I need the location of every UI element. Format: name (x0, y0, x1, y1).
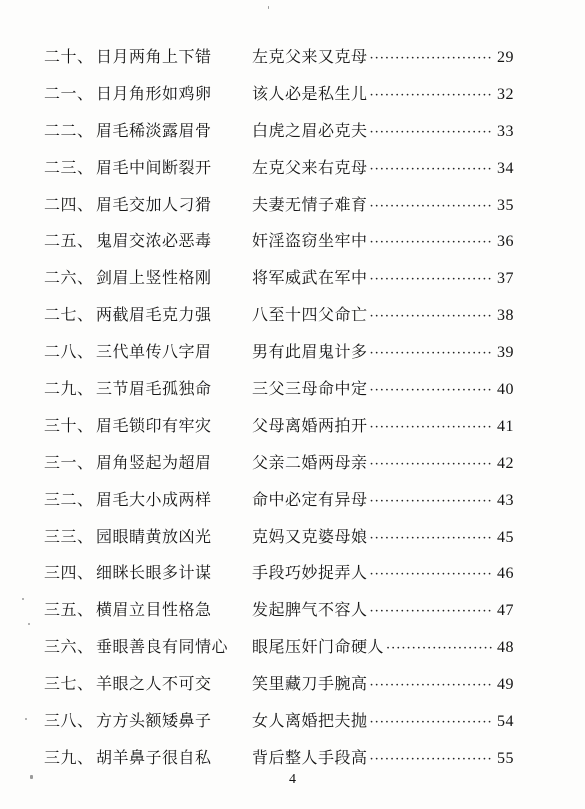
dot-leader (368, 125, 492, 140)
dot-leader (368, 457, 492, 472)
dot-leader (368, 494, 492, 509)
toc-entry-title: 日月两角上下错 (96, 47, 212, 66)
toc-entry (44, 487, 514, 524)
toc-entry-page: 46 (497, 565, 514, 583)
toc-entry-number: 二二、 (44, 120, 94, 140)
toc-entry (44, 597, 514, 634)
toc-entry (44, 413, 514, 450)
toc-entry-subtitle: 夫妻无情子难育 (252, 194, 368, 214)
toc-entry (44, 192, 514, 229)
toc-entry-title: 眉毛稀淡露眉骨 (96, 120, 212, 140)
toc-entry-number: 三一、 (44, 452, 94, 472)
toc-entry-title: 细眯长眼多计谋 (96, 563, 212, 583)
toc-entry-page: 29 (497, 49, 514, 66)
dot-leader (368, 51, 492, 66)
toc-entry-title: 眉毛中间断裂开 (96, 157, 212, 177)
page-number: 4 (289, 772, 296, 787)
toc-entry-subtitle: 白虎之眉必克夫 (252, 120, 368, 140)
toc-entry-subtitle: 命中必定有异母 (252, 489, 368, 509)
toc-entry-page: 36 (497, 233, 514, 251)
toc-entry (44, 376, 514, 413)
toc-entry-number: 二三、 (44, 157, 94, 177)
scan-speck (268, 6, 269, 9)
toc-entry (44, 228, 514, 265)
toc-entry (44, 81, 514, 118)
table-of-contents (44, 44, 514, 782)
toc-entry-title: 日月角形如鸡卵 (96, 83, 212, 103)
scan-speck (28, 623, 30, 625)
toc-entry-number: 三八、 (44, 711, 94, 731)
toc-entry-title: 眉毛大小成两样 (96, 489, 212, 509)
dot-leader (368, 199, 492, 214)
toc-entry-subtitle: 眼尾压奸门命硬人 (252, 637, 385, 657)
toc-entry-subtitle: 背后整人手段高 (252, 747, 368, 767)
toc-entry-page: 47 (497, 602, 514, 620)
toc-entry-subtitle: 左克父来又克母 (252, 47, 368, 66)
toc-entry (44, 339, 514, 376)
dot-leader (368, 383, 492, 398)
toc-entry-number: 二四、 (44, 194, 94, 214)
toc-entry (44, 265, 514, 302)
toc-entry-page: 34 (497, 159, 514, 177)
toc-entry (44, 450, 514, 487)
toc-entry-number: 三四、 (44, 563, 94, 583)
toc-entry-title: 园眼睛黄放凶光 (96, 526, 212, 546)
toc-entry-page: 48 (497, 639, 514, 657)
toc-entry-number: 三七、 (44, 674, 94, 694)
toc-entry-number: 三九、 (44, 747, 94, 767)
toc-entry-page: 32 (497, 85, 514, 103)
toc-entry (44, 524, 514, 561)
toc-entry-title: 羊眼之人不可交 (96, 674, 212, 694)
toc-entry-page: 42 (497, 454, 514, 472)
toc-entry-subtitle: 父母离婚两拍开 (252, 415, 368, 435)
dot-leader (368, 235, 492, 250)
toc-entry-number: 二九、 (44, 379, 94, 399)
toc-entry-subtitle: 左克父来右克母 (252, 157, 368, 177)
toc-entry (44, 560, 514, 597)
toc-entry-title: 两截眉毛克力强 (96, 305, 212, 325)
toc-entry (44, 671, 514, 708)
toc-entry-title: 胡羊鼻子很自私 (96, 747, 212, 767)
toc-entry-subtitle: 笑里藏刀手腕高 (252, 674, 368, 694)
toc-entry-page: 49 (497, 676, 514, 694)
toc-entry-title: 剑眉上竖性格刚 (96, 268, 212, 288)
dot-leader (368, 752, 492, 767)
toc-entry-page: 37 (497, 270, 514, 288)
dot-leader (368, 88, 492, 103)
toc-entry-title: 眉毛交加人刁猾 (96, 194, 212, 214)
scan-speck (30, 775, 33, 779)
toc-entry-page: 43 (497, 491, 514, 509)
dot-leader (368, 604, 492, 619)
toc-entry (44, 118, 514, 155)
toc-entry-number: 二一、 (44, 83, 94, 103)
dot-leader (368, 567, 492, 582)
toc-entry-page: 35 (497, 196, 514, 214)
scan-speck (25, 718, 27, 720)
scan-speck (22, 598, 24, 600)
toc-entry-title: 三代单传八字眉 (96, 342, 212, 362)
toc-entry-number: 三五、 (44, 600, 94, 620)
toc-entry-page: 33 (497, 122, 514, 140)
toc-entry (44, 302, 514, 339)
toc-entry-page: 39 (497, 344, 514, 362)
toc-entry-subtitle: 将军威武在军中 (252, 268, 368, 288)
toc-entry-subtitle: 父亲二婚两母亲 (252, 452, 368, 472)
toc-entry (44, 708, 514, 745)
toc-entry-number: 二十、 (44, 47, 94, 66)
toc-entry-subtitle: 三父三母命中定 (252, 379, 368, 399)
toc-entry-title: 横眉立目性格急 (96, 600, 212, 620)
toc-entry-title: 鬼眉交浓必恶毒 (96, 231, 212, 251)
toc-entry-title: 三节眉毛孤独命 (96, 379, 212, 399)
dot-leader (368, 309, 492, 324)
toc-entry-number: 三六、 (44, 637, 94, 657)
toc-entry (44, 44, 514, 81)
toc-entry-number: 二七、 (44, 305, 94, 325)
toc-entry-subtitle: 八至十四父命亡 (252, 305, 368, 325)
toc-entry-number: 三十、 (44, 415, 94, 435)
toc-entry-title: 垂眼善良有同情心 (96, 637, 229, 657)
toc-entry-page: 40 (497, 381, 514, 399)
toc-entry-number: 三三、 (44, 526, 94, 546)
dot-leader (368, 678, 492, 693)
dot-leader (368, 272, 492, 287)
toc-entry-number: 二五、 (44, 231, 94, 251)
toc-entry-subtitle: 奸淫盗窃坐牢中 (252, 231, 368, 251)
toc-entry-page: 45 (497, 528, 514, 546)
dot-leader (368, 420, 492, 435)
toc-entry-subtitle: 女人离婚把夫抛 (252, 711, 368, 731)
toc-entry-title: 方方头额矮鼻子 (96, 711, 212, 731)
toc-entry-page: 38 (497, 307, 514, 325)
dot-leader (368, 346, 492, 361)
toc-entry-page: 55 (497, 749, 514, 767)
dot-leader (368, 531, 492, 546)
toc-entry-number: 二六、 (44, 268, 94, 288)
toc-entry (44, 155, 514, 192)
toc-entry-number: 二八、 (44, 342, 94, 362)
dot-leader (368, 162, 492, 177)
toc-entry-title: 眉角竖起为超眉 (96, 452, 212, 472)
toc-entry-number: 三二、 (44, 489, 94, 509)
toc-entry-subtitle: 发起脾气不容人 (252, 600, 368, 620)
toc-entry-subtitle: 克妈又克婆母娘 (252, 526, 368, 546)
toc-entry-title: 眉毛锁印有牢灾 (96, 415, 212, 435)
toc-entry-subtitle: 男有此眉鬼计多 (252, 342, 368, 362)
dot-leader (384, 641, 492, 656)
toc-entry-page: 41 (497, 417, 514, 435)
dot-leader (368, 715, 492, 730)
toc-entry-page: 54 (497, 713, 514, 731)
toc-entry-subtitle: 手段巧妙捉弄人 (252, 563, 368, 583)
toc-entry (44, 634, 514, 671)
toc-entry-subtitle: 该人必是私生儿 (252, 83, 368, 103)
